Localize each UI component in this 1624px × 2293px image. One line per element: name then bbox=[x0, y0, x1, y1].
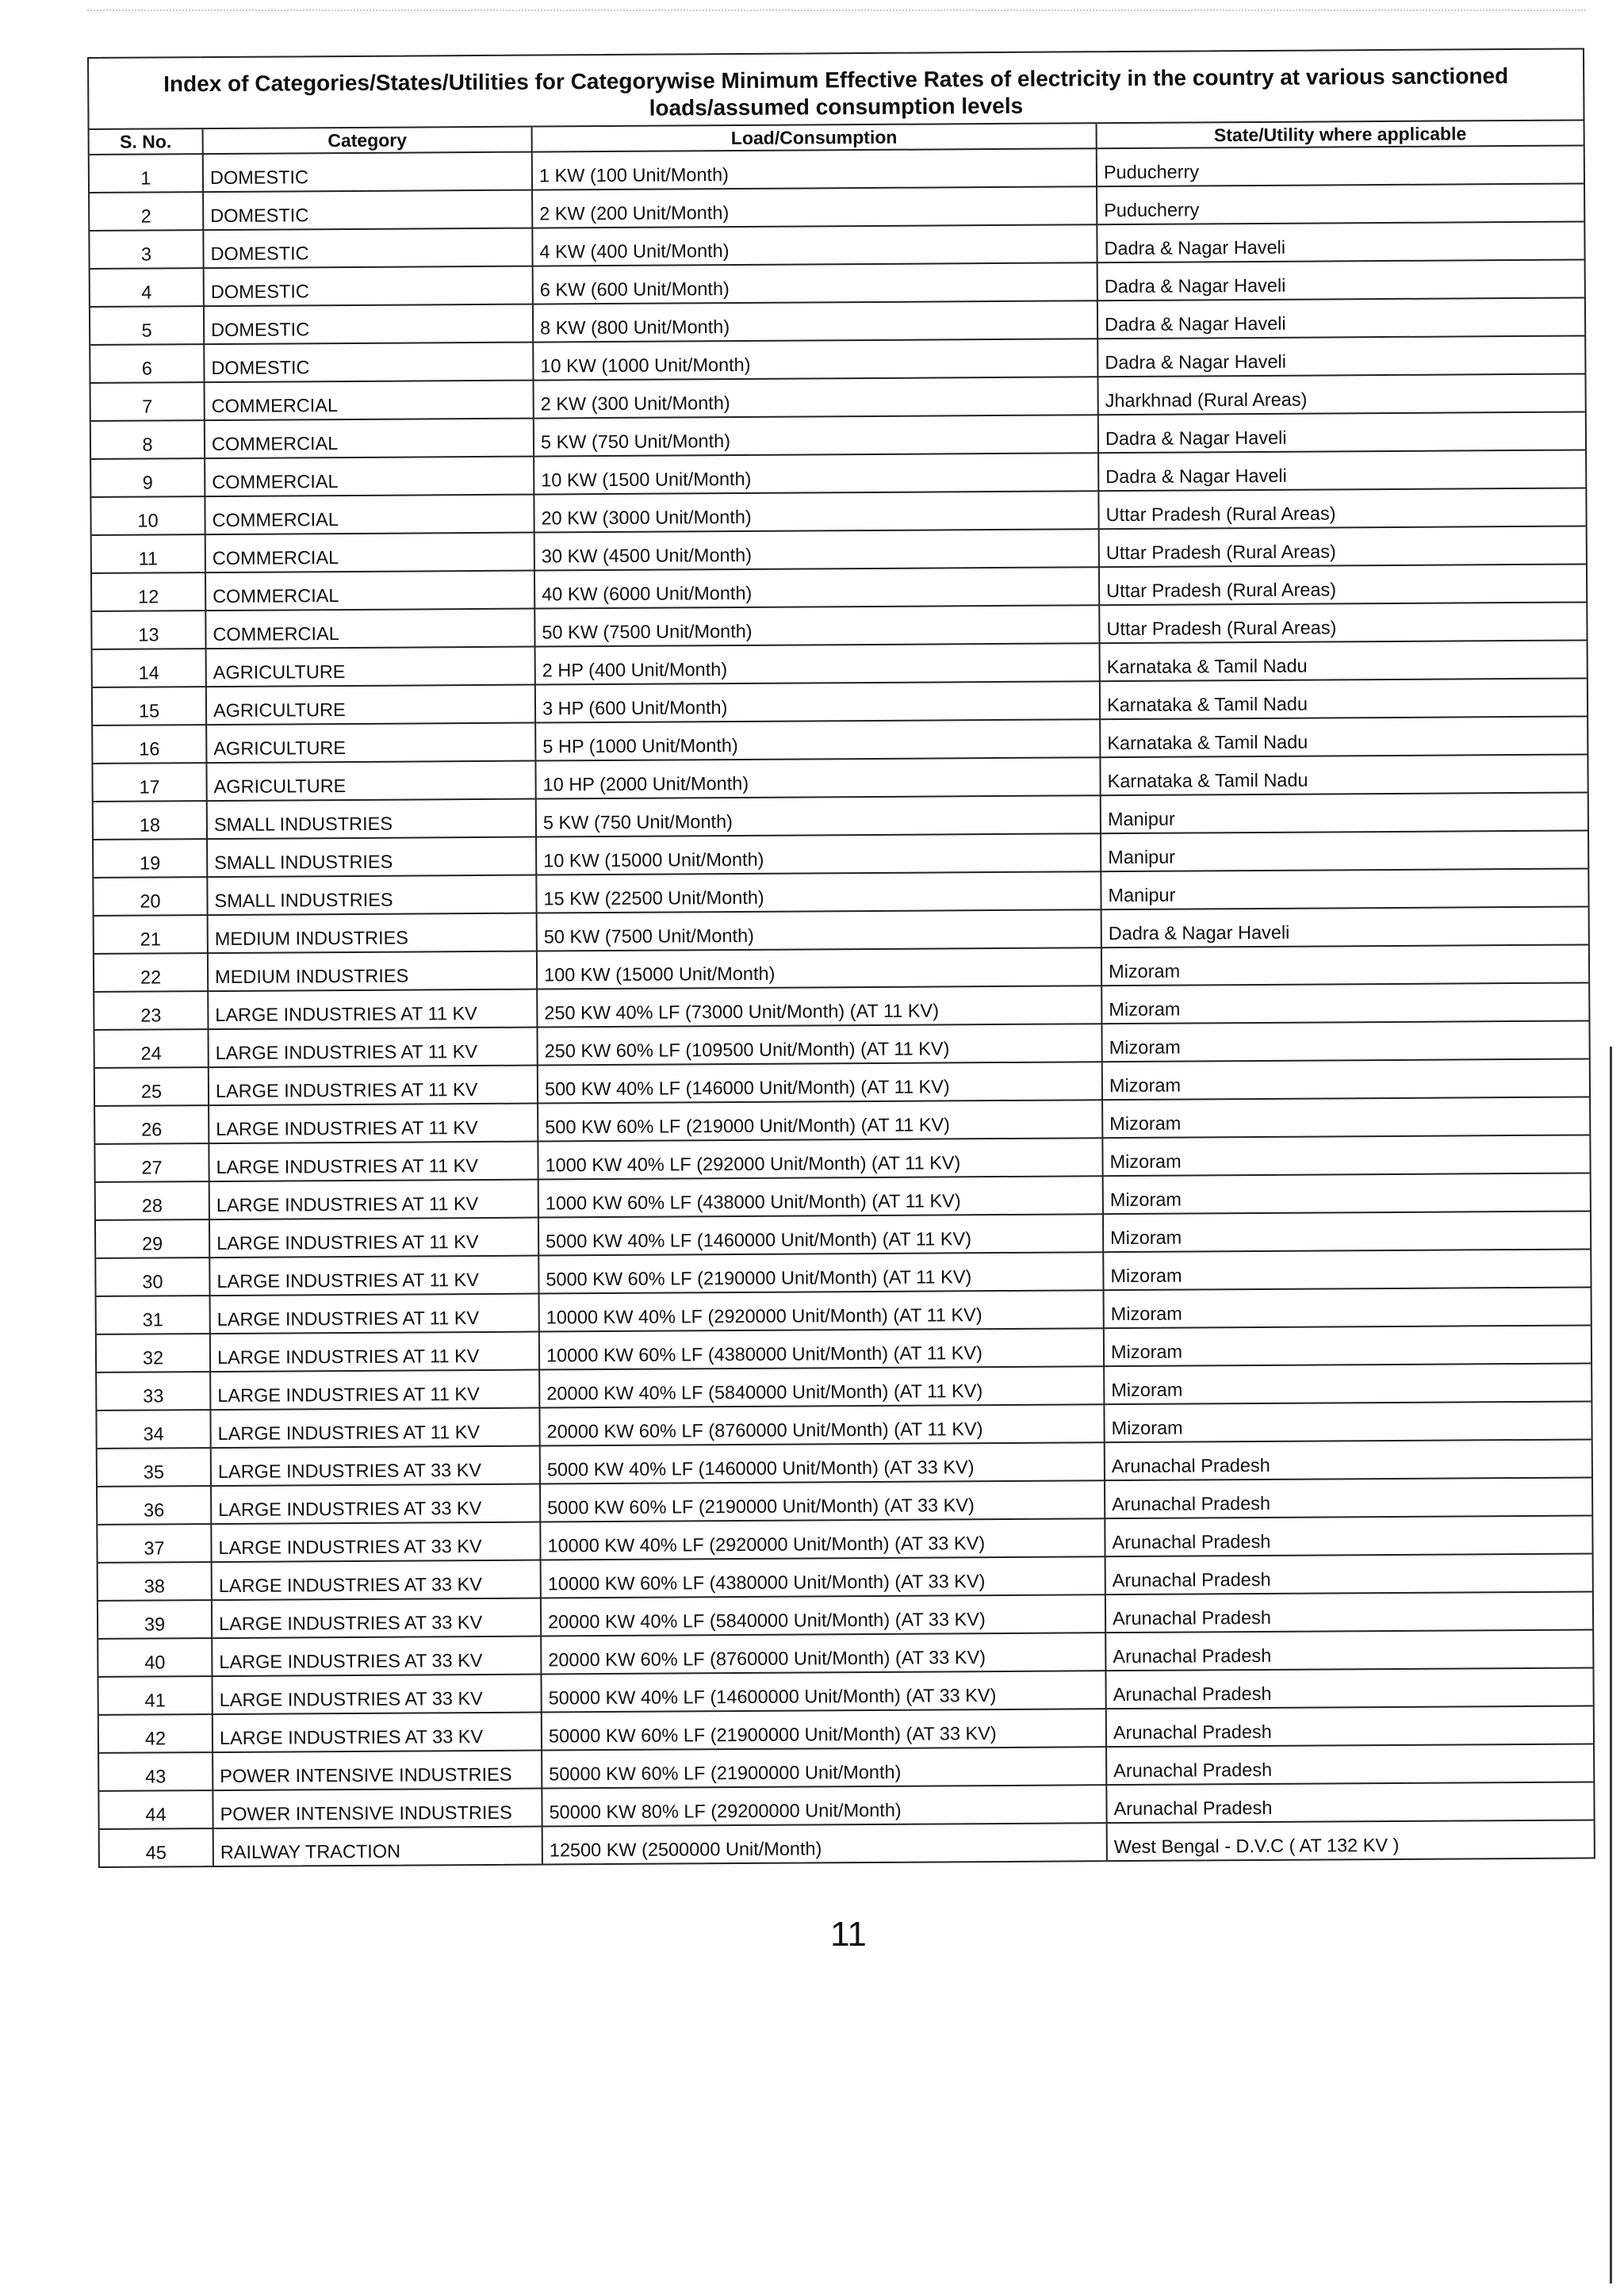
cell-category: COMMERCIAL bbox=[205, 533, 534, 573]
cell-category: LARGE INDUSTRIES AT 11 KV bbox=[210, 1370, 539, 1411]
cell-load: 5 KW (750 Unit/Month) bbox=[536, 795, 1101, 836]
cell-load: 5 KW (750 Unit/Month) bbox=[534, 415, 1098, 456]
cell-load: 10000 KW 60% LF (4380000 Unit/Month) (AT 11 KV) bbox=[539, 1328, 1104, 1369]
cell-category: LARGE INDUSTRIES AT 33 KV bbox=[211, 1484, 540, 1525]
cell-category: DOMESTIC bbox=[203, 190, 532, 231]
cell-sno: 34 bbox=[97, 1410, 210, 1449]
cell-sno: 13 bbox=[92, 611, 205, 649]
cell-state: Karnataka & Tamil Nadu bbox=[1100, 754, 1587, 795]
cell-state: Mizoram bbox=[1104, 1363, 1591, 1404]
cell-sno: 9 bbox=[91, 458, 205, 497]
cell-state: Dadra & Nagar Haveli bbox=[1097, 221, 1584, 262]
cell-load: 500 KW 60% LF (219000 Unit/Month) (AT 11 KV) bbox=[538, 1100, 1102, 1141]
cell-load: 2 KW (300 Unit/Month) bbox=[534, 377, 1098, 418]
cell-load: 100 KW (15000 Unit/Month) bbox=[537, 947, 1101, 989]
cell-category: DOMESTIC bbox=[203, 228, 532, 269]
cell-load: 10 KW (1000 Unit/Month) bbox=[533, 339, 1097, 380]
cell-category: SMALL INDUSTRIES bbox=[207, 837, 536, 878]
header-sno: S. No. bbox=[90, 129, 203, 155]
cell-state: Dadra & Nagar Haveli bbox=[1097, 335, 1584, 377]
cell-category: LARGE INDUSTRIES AT 33 KV bbox=[212, 1636, 541, 1677]
cell-load: 50000 KW 40% LF (14600000 Unit/Month) (AT 33 KV) bbox=[541, 1671, 1105, 1712]
cell-sno: 44 bbox=[99, 1790, 213, 1829]
cell-state: Manipur bbox=[1101, 830, 1588, 871]
cell-load: 250 KW 40% LF (73000 Unit/Month) (AT 11 KV) bbox=[537, 986, 1101, 1027]
cell-load: 2 HP (400 Unit/Month) bbox=[535, 643, 1100, 684]
cell-load: 10 KW (15000 Unit/Month) bbox=[536, 833, 1101, 875]
cell-category: POWER INTENSIVE INDUSTRIES bbox=[213, 1789, 542, 1829]
cell-category: LARGE INDUSTRIES AT 11 KV bbox=[208, 990, 537, 1030]
cell-load: 500 KW 40% LF (146000 Unit/Month) (AT 11 KV) bbox=[538, 1062, 1102, 1103]
cell-category: MEDIUM INDUSTRIES bbox=[208, 951, 537, 992]
cell-state: Manipur bbox=[1101, 868, 1588, 909]
cell-category: SMALL INDUSTRIES bbox=[207, 875, 536, 916]
cell-sno: 30 bbox=[96, 1258, 209, 1296]
cell-load: 5 HP (1000 Unit/Month) bbox=[535, 719, 1100, 760]
cell-load: 15 KW (22500 Unit/Month) bbox=[536, 871, 1101, 913]
cell-state: Jharkhnad (Rural Areas) bbox=[1097, 373, 1584, 415]
cell-state: West Bengal - D.V.C ( AT 132 KV ) bbox=[1113, 1834, 1400, 1858]
cell-sno: 26 bbox=[95, 1105, 209, 1144]
cell-load: 12500 KW (2500000 Unit/Month) bbox=[542, 1823, 1107, 1863]
cell-load: 20000 KW 40% LF (5840000 Unit/Month) (AT 11 KV) bbox=[539, 1366, 1104, 1407]
cell-sno: 33 bbox=[97, 1372, 210, 1411]
cell-load: 1000 KW 40% LF (292000 Unit/Month) (AT 11 KV) bbox=[538, 1138, 1102, 1179]
cell-category: LARGE INDUSTRIES AT 33 KV bbox=[211, 1522, 540, 1563]
cell-load: 8 KW (800 Unit/Month) bbox=[533, 301, 1097, 342]
cell-load: 3 HP (600 Unit/Month) bbox=[535, 681, 1100, 722]
cell-sno: 14 bbox=[93, 649, 206, 687]
index-table-sheet bbox=[87, 48, 1595, 1867]
cell-state: Arunachal Pradesh bbox=[1105, 1477, 1591, 1518]
page-number: 11 bbox=[830, 1915, 867, 1954]
cell-state: Arunachal Pradesh bbox=[1105, 1629, 1592, 1671]
cell-load: 10 HP (2000 Unit/Month) bbox=[535, 757, 1100, 798]
cell-category: LARGE INDUSTRIES AT 33 KV bbox=[212, 1598, 541, 1639]
cell-category: LARGE INDUSTRIES AT 33 KV bbox=[212, 1560, 541, 1601]
cell-sno: 16 bbox=[93, 725, 206, 764]
cell-state: Manipur bbox=[1101, 792, 1588, 833]
cell-category: AGRICULTURE bbox=[206, 647, 535, 687]
cell-sno: 29 bbox=[96, 1219, 209, 1258]
cell-category: DOMESTIC bbox=[204, 304, 533, 345]
cell-sno: 37 bbox=[98, 1524, 211, 1563]
header-load: Load/Consumption bbox=[532, 124, 1097, 151]
cell-state: Mizoram bbox=[1101, 1020, 1588, 1062]
cell-state: Dadra & Nagar Haveli bbox=[1097, 259, 1584, 301]
scan-edge-line bbox=[1610, 1047, 1612, 2283]
cell-load: 4 KW (400 Unit/Month) bbox=[532, 224, 1097, 266]
cell-sno: 15 bbox=[93, 687, 206, 725]
table-body bbox=[90, 145, 1594, 1866]
cell-sno: 17 bbox=[93, 763, 206, 802]
cell-category: AGRICULTURE bbox=[206, 723, 535, 764]
cell-load: 30 KW (4500 Unit/Month) bbox=[534, 529, 1099, 570]
cell-category: COMMERCIAL bbox=[205, 609, 534, 649]
cell-category: LARGE INDUSTRIES AT 11 KV bbox=[210, 1408, 539, 1449]
cell-category: LARGE INDUSTRIES AT 33 KV bbox=[211, 1446, 540, 1487]
cell-state: Mizoram bbox=[1102, 1058, 1589, 1100]
cell-state: Uttar Pradesh (Rural Areas) bbox=[1099, 526, 1586, 567]
cell-sno: 10 bbox=[91, 496, 205, 535]
cell-category: AGRICULTURE bbox=[206, 685, 535, 725]
cell-state: Uttar Pradesh (Rural Areas) bbox=[1098, 488, 1585, 529]
cell-state: Puducherry bbox=[1097, 145, 1584, 186]
cell-state: Dadra & Nagar Haveli bbox=[1097, 297, 1584, 339]
index-table bbox=[90, 121, 1594, 1866]
cell-state: Uttar Pradesh (Rural Areas) bbox=[1099, 564, 1586, 605]
cell-load: 50000 KW 80% LF (29200000 Unit/Month) bbox=[542, 1785, 1106, 1826]
cell-load: 20 KW (3000 Unit/Month) bbox=[534, 491, 1098, 532]
cell-load: 20000 KW 40% LF (5840000 Unit/Month) (AT 33 KV) bbox=[541, 1594, 1105, 1636]
cell-sno: 6 bbox=[90, 344, 204, 383]
cell-category: LARGE INDUSTRIES AT 11 KV bbox=[210, 1294, 539, 1334]
cell-category: MEDIUM INDUSTRIES bbox=[208, 913, 537, 954]
cell-load: 10000 KW 40% LF (2920000 Unit/Month) (AT 11 KV) bbox=[539, 1290, 1104, 1331]
cell-category: LARGE INDUSTRIES AT 33 KV bbox=[213, 1713, 542, 1753]
cell-category: LARGE INDUSTRIES AT 11 KV bbox=[209, 1180, 538, 1220]
cell-sno: 31 bbox=[97, 1296, 210, 1334]
cell-load: 50000 KW 60% LF (21900000 Unit/Month) bbox=[542, 1747, 1106, 1788]
cell-category: LARGE INDUSTRIES AT 11 KV bbox=[209, 1256, 538, 1296]
cell-load: 6 KW (600 Unit/Month) bbox=[533, 262, 1097, 304]
cell-state: Mizoram bbox=[1104, 1401, 1591, 1442]
scan-noise-top bbox=[87, 10, 1586, 11]
cell-state: Dadra & Nagar Haveli bbox=[1098, 412, 1585, 453]
cell-sno: 7 bbox=[91, 382, 205, 421]
cell-sno: 3 bbox=[90, 230, 203, 269]
cell-state: Puducherry bbox=[1097, 183, 1584, 224]
cell-sno: 19 bbox=[94, 839, 207, 878]
cell-state: Mizoram bbox=[1102, 1135, 1589, 1176]
cell-load: 20000 KW 60% LF (8760000 Unit/Month) (AT 33 KV) bbox=[541, 1633, 1105, 1674]
cell-load: 40 KW (6000 Unit/Month) bbox=[534, 567, 1099, 608]
cell-state: Arunachal Pradesh bbox=[1106, 1744, 1593, 1785]
cell-state: Dadra & Nagar Haveli bbox=[1101, 906, 1588, 947]
cell-state: Arunachal Pradesh bbox=[1105, 1515, 1591, 1556]
cell-sno: 38 bbox=[98, 1562, 212, 1601]
cell-sno: 11 bbox=[92, 534, 205, 573]
cell-state: Mizoram bbox=[1102, 1097, 1589, 1138]
cell-state: Arunachal Pradesh bbox=[1105, 1553, 1592, 1594]
cell-category: COMMERCIAL bbox=[205, 495, 534, 535]
cell-sno: 27 bbox=[95, 1143, 209, 1182]
cell-load: 1 KW (100 Unit/Month) bbox=[532, 148, 1097, 189]
cell-load: 10000 KW 60% LF (4380000 Unit/Month) (AT 33 KV) bbox=[541, 1556, 1105, 1598]
cell-category: POWER INTENSIVE INDUSTRIES bbox=[213, 1751, 542, 1791]
cell-load: 20000 KW 60% LF (8760000 Unit/Month) (AT 11 KV) bbox=[539, 1404, 1104, 1445]
cell-state: Karnataka & Tamil Nadu bbox=[1100, 640, 1587, 681]
cell-state: Karnataka & Tamil Nadu bbox=[1100, 678, 1587, 719]
cell-category: DOMESTIC bbox=[204, 266, 533, 307]
cell-sno: 20 bbox=[94, 877, 207, 916]
cell-category: COMMERCIAL bbox=[205, 457, 534, 497]
cell-category: COMMERCIAL bbox=[205, 571, 534, 611]
cell-sno: 28 bbox=[96, 1181, 209, 1220]
cell-category: RAILWAY TRACTION bbox=[213, 1827, 542, 1866]
cell-load: 10 KW (1500 Unit/Month) bbox=[534, 453, 1098, 494]
cell-sno: 5 bbox=[90, 306, 204, 345]
cell-state: Uttar Pradesh (Rural Areas) bbox=[1099, 602, 1586, 643]
cell-state: Dadra & Nagar Haveli bbox=[1098, 450, 1585, 491]
cell-sno: 25 bbox=[95, 1067, 209, 1106]
cell-sno: 32 bbox=[97, 1334, 210, 1372]
cell-sno: 43 bbox=[99, 1752, 213, 1791]
cell-load: 50 KW (7500 Unit/Month) bbox=[534, 605, 1099, 646]
cell-load: 5000 KW 60% LF (2190000 Unit/Month) (AT 11 KV) bbox=[538, 1252, 1103, 1293]
cell-category: SMALL INDUSTRIES bbox=[207, 799, 536, 840]
cell-state: Mizoram bbox=[1104, 1287, 1591, 1328]
cell-state: Arunachal Pradesh bbox=[1106, 1705, 1593, 1747]
cell-sno: 1 bbox=[90, 154, 203, 193]
cell-sno: 23 bbox=[94, 991, 208, 1030]
cell-load: 10000 KW 40% LF (2920000 Unit/Month) (AT 33 KV) bbox=[540, 1518, 1105, 1560]
cell-load: 50 KW (7500 Unit/Month) bbox=[537, 909, 1101, 951]
cell-sno: 36 bbox=[98, 1486, 211, 1525]
cell-load: 1000 KW 60% LF (438000 Unit/Month) (AT 11 KV) bbox=[538, 1176, 1103, 1217]
cell-category: LARGE INDUSTRIES AT 11 KV bbox=[209, 1142, 538, 1182]
cell-sno: 2 bbox=[90, 192, 203, 231]
cell-sno: 24 bbox=[94, 1029, 208, 1068]
cell-sno: 12 bbox=[92, 572, 205, 611]
cell-sno: 42 bbox=[99, 1714, 213, 1753]
cell-category: DOMESTIC bbox=[204, 343, 533, 383]
cell-load: 5000 KW 60% LF (2190000 Unit/Month) (AT 33 KV) bbox=[540, 1480, 1105, 1522]
cell-state: Mizoram bbox=[1101, 982, 1588, 1024]
cell-category: COMMERCIAL bbox=[205, 381, 534, 421]
cell-category: DOMESTIC bbox=[203, 152, 532, 193]
cell-state: Arunachal Pradesh bbox=[1105, 1591, 1592, 1633]
cell-category: LARGE INDUSTRIES AT 11 KV bbox=[209, 1104, 538, 1144]
cell-sno: 18 bbox=[94, 801, 207, 840]
cell-state: Mizoram bbox=[1101, 944, 1588, 986]
cell-sno: 35 bbox=[98, 1448, 211, 1487]
cell-state: Mizoram bbox=[1103, 1249, 1590, 1290]
cell-state: Arunachal Pradesh bbox=[1106, 1782, 1593, 1823]
header-category: Category bbox=[203, 128, 532, 155]
header-state: State/Utility where applicable bbox=[1097, 121, 1584, 148]
cell-category: LARGE INDUSTRIES AT 11 KV bbox=[209, 1218, 538, 1258]
cell-sno: 40 bbox=[98, 1638, 212, 1677]
cell-state: Karnataka & Tamil Nadu bbox=[1100, 716, 1587, 757]
cell-category: LARGE INDUSTRIES AT 11 KV bbox=[208, 1028, 537, 1068]
document-title: Index of Categories/States/Utilities for Categorywise Minimum Effective Rates of electricity in the country at various sanctioned loads/assumed consumption levels bbox=[89, 49, 1584, 130]
cell-load: 250 KW 60% LF (109500 Unit/Month) (AT 11 KV) bbox=[537, 1024, 1101, 1065]
cell-state: Mizoram bbox=[1103, 1211, 1590, 1252]
cell-sno: 41 bbox=[98, 1676, 212, 1715]
cell-load: 5000 KW 40% LF (1460000 Unit/Month) (AT 11 KV) bbox=[538, 1214, 1103, 1255]
cell-sno: 22 bbox=[94, 953, 208, 992]
cell-sno: 21 bbox=[94, 915, 208, 954]
cell-state: Mizoram bbox=[1103, 1173, 1590, 1214]
cell-state: Mizoram bbox=[1104, 1325, 1591, 1366]
cell-sno: 4 bbox=[90, 268, 204, 307]
cell-load: 5000 KW 40% LF (1460000 Unit/Month) (AT 33 KV) bbox=[540, 1442, 1105, 1483]
cell-category: LARGE INDUSTRIES AT 11 KV bbox=[210, 1332, 539, 1372]
cell-load: 50000 KW 60% LF (21900000 Unit/Month) (AT 33 KV) bbox=[542, 1709, 1106, 1750]
cell-category: LARGE INDUSTRIES AT 11 KV bbox=[209, 1066, 538, 1106]
cell-sno: 45 bbox=[100, 1828, 213, 1866]
cell-category: AGRICULTURE bbox=[206, 761, 535, 802]
cell-sno: 8 bbox=[91, 420, 205, 459]
cell-category: COMMERCIAL bbox=[205, 419, 534, 459]
cell-sno: 39 bbox=[98, 1600, 212, 1639]
cell-state: Arunachal Pradesh bbox=[1105, 1439, 1591, 1480]
cell-state: Arunachal Pradesh bbox=[1105, 1667, 1592, 1709]
cell-load: 2 KW (200 Unit/Month) bbox=[532, 186, 1097, 228]
cell-category: LARGE INDUSTRIES AT 33 KV bbox=[212, 1675, 541, 1715]
